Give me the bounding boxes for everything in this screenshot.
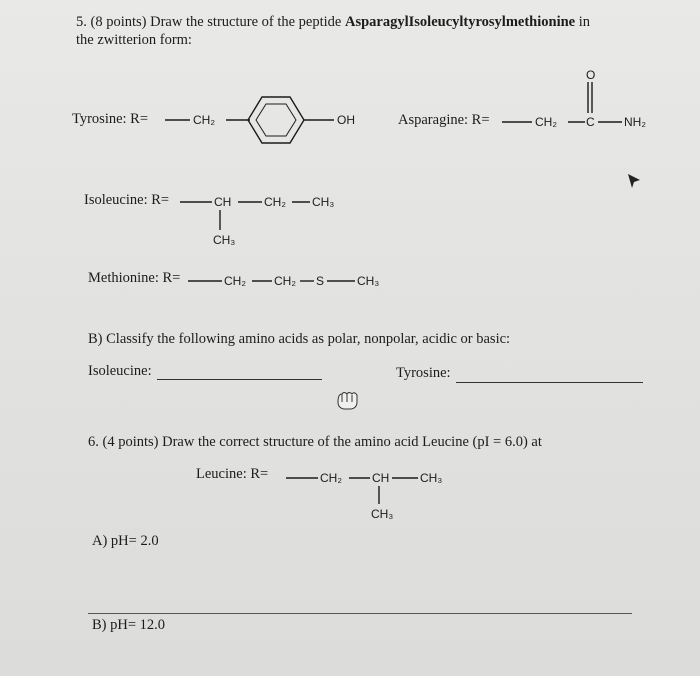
isoleucine-answer-blank <box>157 379 322 380</box>
hand-cursor-icon <box>338 393 357 410</box>
leucine-label: Leucine: R= <box>196 466 269 482</box>
part-b-ph12: B) pH= 12.0 <box>92 617 166 633</box>
tyrosine-label: Tyrosine: R= <box>72 111 149 127</box>
leucine-ch: CH <box>372 471 390 485</box>
isoleucine-ch: CH <box>214 195 232 209</box>
asparagine-label: Asparagine: R= <box>398 112 490 128</box>
isoleucine-classify-label: Isoleucine: <box>88 363 152 379</box>
methionine-s: S <box>316 274 325 288</box>
tyrosine-classify-label: Tyrosine: <box>396 365 451 381</box>
methionine-label: Methionine: R= <box>88 270 181 286</box>
methionine-ch2-b: CH₂ <box>274 274 296 288</box>
asparagine-nh2: NH₂ <box>624 115 646 129</box>
question-5-title-line2: the zwitterion form: <box>76 32 192 48</box>
asparagine-o: O <box>586 68 596 82</box>
asparagine-c: C <box>586 115 595 129</box>
part-a-ph2: A) pH= 2.0 <box>92 533 159 549</box>
peptide-name: AsparagylIsoleucyltyrosylmethionine <box>344 14 576 30</box>
isoleucine-branch-ch3: CH₃ <box>213 233 236 247</box>
tyrosine-answer-blank <box>456 382 643 383</box>
tyrosine-ch2: CH₂ <box>193 113 215 127</box>
question-5-prefix: 5. (8 points) Draw the structure of the peptide <box>76 14 345 30</box>
leucine-branch-ch3: CH₃ <box>371 507 394 521</box>
benzene-inner-ring <box>256 104 296 136</box>
isoleucine-label: Isoleucine: R= <box>84 192 170 208</box>
asparagine-ch2: CH₂ <box>535 115 557 129</box>
cursor-arrow-icon <box>628 174 640 188</box>
leucine-ch3: CH₃ <box>420 471 443 485</box>
question-5-suffix: in <box>575 14 591 30</box>
divider-line <box>88 613 632 614</box>
tyrosine-oh: OH <box>337 113 355 127</box>
isoleucine-ch3: CH₃ <box>312 195 335 209</box>
classify-prompt: B) Classify the following amino acids as polar, nonpolar, acidic or basic: <box>88 331 511 347</box>
methionine-ch3: CH₃ <box>357 274 380 288</box>
isoleucine-ch2: CH₂ <box>264 195 286 209</box>
question-6-title: 6. (4 points) Draw the correct structure of the amino acid Leucine (pI = 6.0) at <box>88 434 542 450</box>
methionine-ch2-a: CH₂ <box>224 274 246 288</box>
leucine-ch2: CH₂ <box>320 471 342 485</box>
